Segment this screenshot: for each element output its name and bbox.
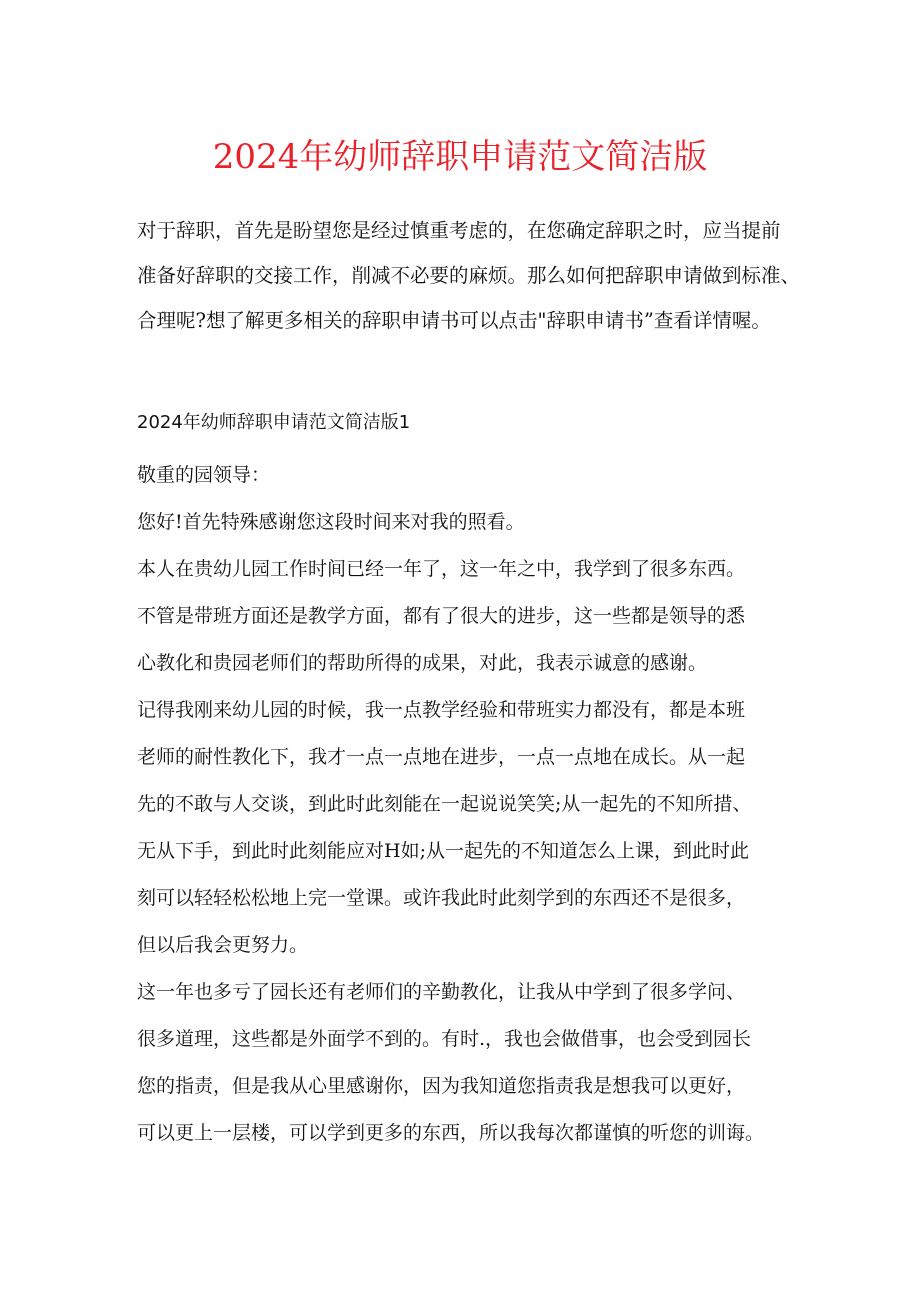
- intro-line: 对于辞职，首先是盼望您是经过慎重考虑的，在您确定辞职之时，应当提前: [137, 219, 781, 242]
- body-line: 但以后我会更努力。: [137, 934, 309, 956]
- body-line: 先的不敢与人交谈，到此时此刻能在一起说说笑笑;从一起先的不知所措、: [137, 793, 752, 815]
- letter-body: [137, 452, 817, 1157]
- body-line: 可以更上一层楼，可以学到更多的东西，所以我每次都谨慎的听您的训诲。: [137, 1122, 765, 1144]
- body-line: 您的指责，但是我从心里感谢你，因为我知道您指责我是想我可以更好，: [137, 1075, 746, 1097]
- body-line: 老师的耐性教化下，我才一点一点地在进步，一点一点地在成长。从一起: [137, 746, 746, 768]
- document-title: 2024年幼师辞职申请范文简洁版: [212, 137, 708, 177]
- section-heading: 2024年幼师辞职申请范文简洁版1: [137, 412, 411, 433]
- body-line: 这一年也多亏了园长还有老师们的辛勤教化，让我从中学到了很多学问、: [137, 981, 746, 1003]
- intro-line: 准备好辞职的交接工作，削减不必要的麻烦。那么如何把辞职申请做到标准、: [137, 264, 801, 287]
- letter-salutation: 敬重的园领导：: [137, 464, 271, 486]
- body-line: 刻可以轻轻松松地上完一堂课。或许我此时此刻学到的东西还不是很多，: [137, 887, 746, 909]
- intro-line: 合理呢?想了解更多相关的辞职申请书可以点击"辞职申请书”查看详情喔。: [137, 309, 771, 332]
- body-line: 很多道理，这些都是外面学不到的。有时.，我也会做借事，也会受到园长: [137, 1028, 752, 1050]
- body-line: 无从下手，到此时此刻能应对H如;从一起先的不知道怎么上课，到此时此: [137, 840, 749, 862]
- body-line: 记得我刚来幼儿园的时候，我一点教学经验和带班实力都没有，都是本班: [137, 699, 746, 721]
- body-line: 心教化和贵园老师们的帮助所得的成果，对此，我表示诚意的感谢。: [137, 652, 708, 674]
- body-line: 本人在贵幼儿园工作时间已经一年了，这一年之中，我学到了很多东西。: [137, 558, 746, 580]
- letter-greeting: 您好!首先特殊感谢您这段时间来对我的照看。: [137, 511, 525, 533]
- body-line: 不管是带班方面还是教学方面，都有了很大的进步，这一些都是领导的悉: [137, 605, 746, 627]
- intro-paragraph: [137, 208, 817, 343]
